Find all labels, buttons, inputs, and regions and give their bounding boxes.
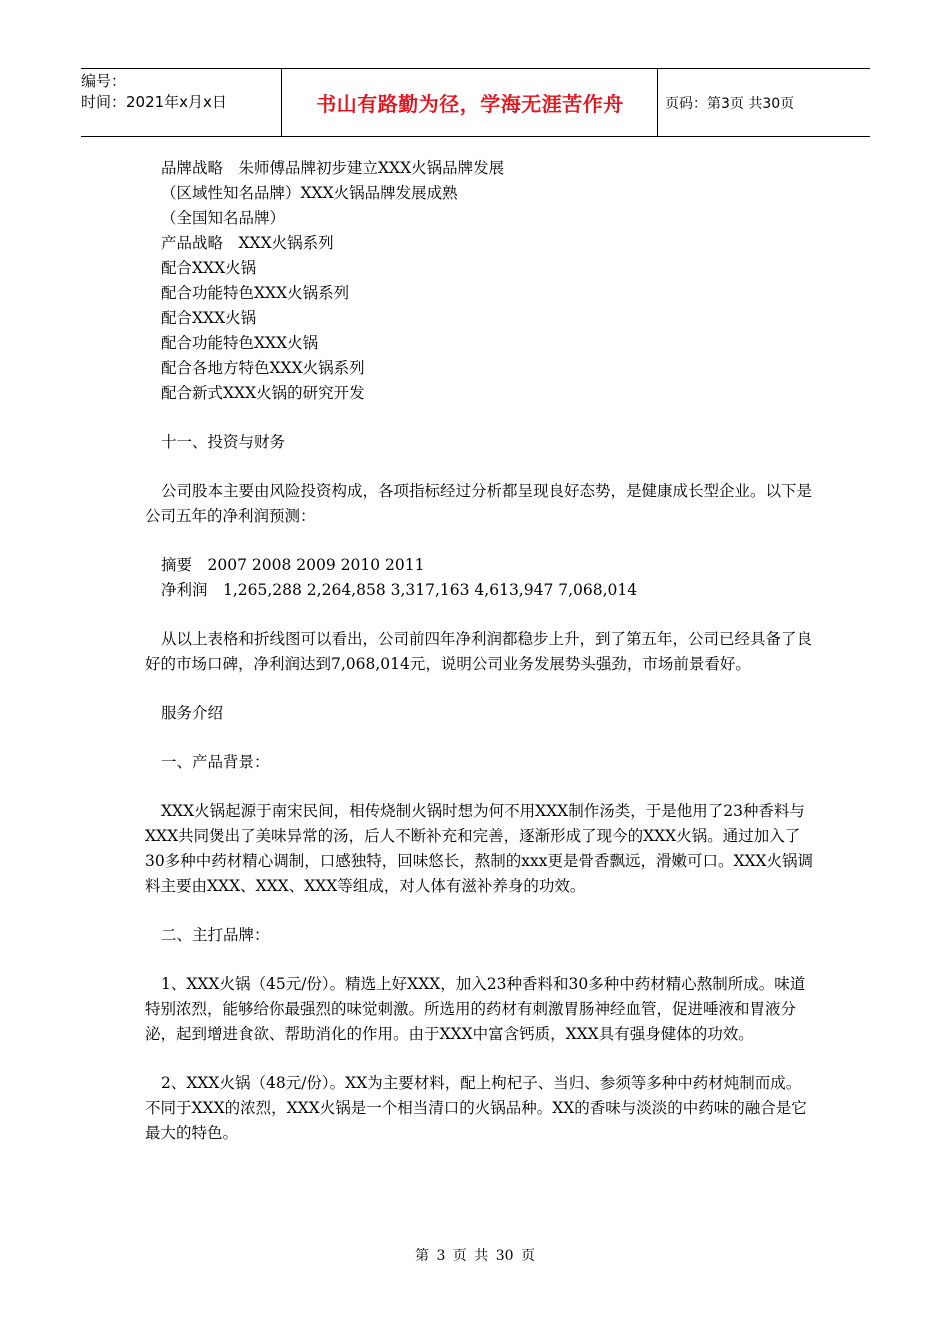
strategy-line: 品牌战略 朱师傅品牌初步建立XXX火锅品牌发展 [161,159,505,177]
strategy-line: 配合功能特色XXX火锅系列 [161,284,350,302]
strategy-line: 配合各地方特色XXX火锅系列 [161,359,365,377]
strategy-line: （区域性知名品牌）XXX火锅品牌发展成熟 [161,184,458,202]
strategy-line: 配合功能特色XXX火锅 [161,334,319,352]
document-body [145,156,815,1146]
finance-intro-paragraph: 公司股本主要由风险投资构成，各项指标经过分析都呈现良好态势，是健康成长型企业。以下是公司五年的净利润预测： [145,482,813,525]
page-header [81,68,870,137]
profit-table-row: 净利润 1,265,288 2,264,858 3,317,163 4,613,947 7,068,014 [161,581,638,599]
document-date: 时间：2021年x月x日 [81,93,227,111]
strategy-line: 配合XXX火锅 [161,309,257,327]
page-footer: 第 3 页 共 30 页 [415,1248,535,1264]
brand-paragraph: 1、XXX火锅（45元/份）。精选上好XXX，加入23种香料和30多种中药材精心熬制所成。味道特别浓烈，能够给你最强烈的味觉刺激。所选用的药材有刺激胃肠神经血管，促进唾液和胃液分泌，起到增进食欲、帮助消化的作用。由于XXX中富含钙质，XXX具有强身健体的功效。 [145,975,806,1043]
header-meta [81,69,282,136]
brand-paragraph: 2、XXX火锅（48元/份）。XX为主要材料，配上枸杞子、当归、参须等多种中药材炖制而成。不同于XXX的浓烈，XXX火锅是一个相当清口的火锅品种。XX的香味与淡淡的中药味的融合是它最大的特色。 [145,1074,807,1142]
header-page-info: 页码：第3页 共30页 [665,95,795,112]
section-heading: 二、主打品牌： [161,926,270,944]
finance-conclusion-paragraph: 从以上表格和折线图可以看出，公司前四年净利润都稳步上升，到了第五年，公司已经具备了良好的市场口碑，净利润达到7,068,014元，说明公司业务发展势头强劲，市场前景看好。 [145,630,813,673]
strategy-section [145,156,815,406]
section-heading: 服务介绍 [161,704,224,722]
strategy-line: 产品战略 XXX火锅系列 [161,234,334,252]
profit-table-header: 摘要 2007 2008 2009 2010 2011 [161,556,425,574]
document-number: 编号： [81,72,127,90]
section-heading: 一、产品背景： [161,753,270,771]
product-background-paragraph: XXX火锅起源于南宋民间，相传烧制火锅时想为何不用XXX制作汤类，于是他用了23种香料与XXX共同煲出了美味异常的汤，后人不断补充和完善，逐渐形成了现今的XXX火锅。通过加入了30多种中药材精心调制，口感独特，回味悠长，熬制的xxx更是骨香飘远，滑嫩可口。XXX火锅调料主要由XXX、XXX、XXX等组成，对人体有滋补养身的功效。 [145,802,814,895]
strategy-line: （全国知名品牌） [161,209,286,227]
strategy-line: 配合XXX火锅 [161,259,257,277]
section-heading: 十一、投资与财务 [161,433,286,451]
strategy-line: 配合新式XXX火锅的研究开发 [161,384,365,402]
header-motto: 书山有路勤为径，学海无涯苦作舟 [283,69,658,136]
